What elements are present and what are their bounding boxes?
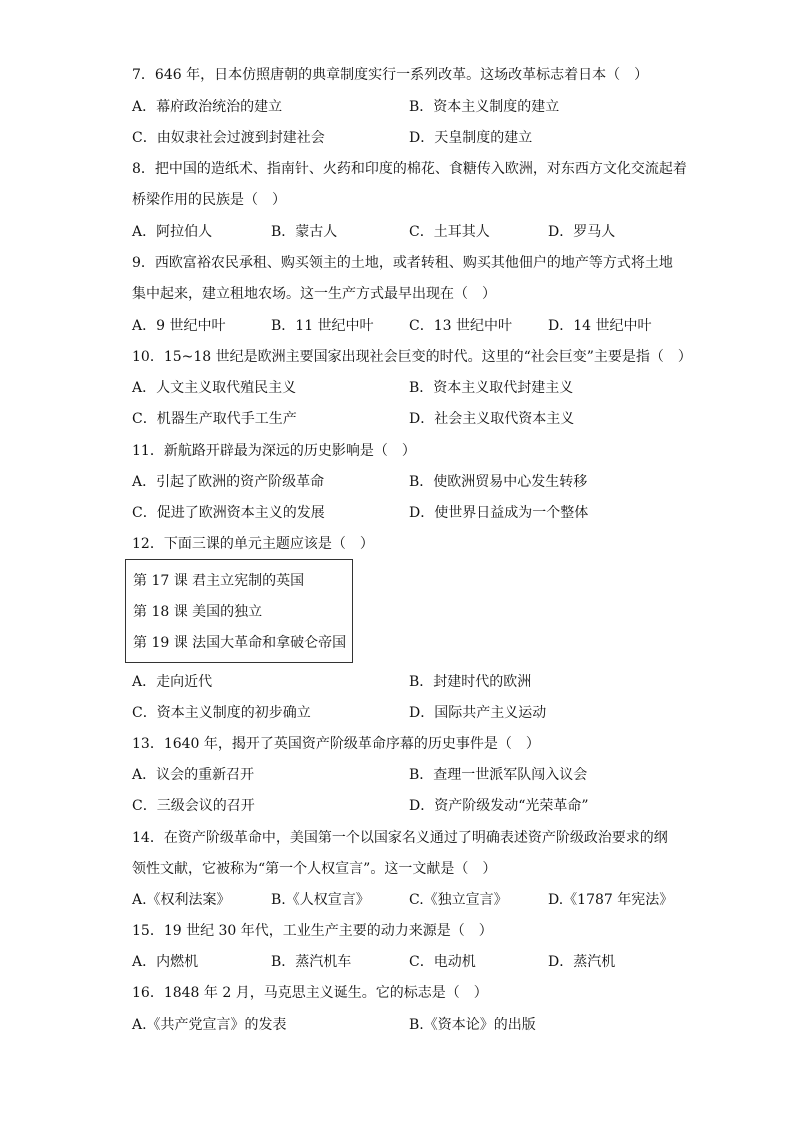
question-15-option-b: B．蒸汽机车 — [271, 954, 352, 970]
question-7-option-a: A．幕府政治统治的建立 — [132, 99, 283, 115]
question-16-option-a: A.《共产党宣言》的发表 — [132, 1017, 287, 1033]
question-7-stem: 7．646 年，日本仿照唐朝的典章制度实行一系列改革。这场改革标志着日本（ ） — [132, 67, 649, 83]
question-9-option-d: D．14 世纪中叶 — [548, 318, 652, 334]
question-13-option-b: B．查理一世派军队闯入议会 — [409, 767, 588, 783]
question-12-stem: 12．下面三课的单元主题应该是（ ） — [132, 536, 374, 552]
question-8-stem-line-1: 8．把中国的造纸术、指南针、火药和印度的棉花、食糖传入欧洲，对东西方文化交流起着 — [132, 161, 687, 177]
question-10-stem: 10．15~18 世纪是欧洲主要国家出现社会巨变的时代。这里的“社会巨变”主要是指（ ） — [132, 349, 692, 365]
lesson-18: 第 18 课 美国的独立 — [133, 604, 263, 620]
question-15-option-c: C．电动机 — [409, 954, 476, 970]
question-16-stem: 16．1848 年 2 月，马克思主义诞生。它的标志是（ ） — [132, 985, 488, 1001]
question-8-option-b: B．蒙古人 — [271, 224, 338, 240]
question-13-stem: 13．1640 年，揭开了英国资产阶级革命序幕的历史事件是（ ） — [132, 736, 540, 752]
question-13-option-d: D．资产阶级发动“光荣革命” — [409, 798, 589, 814]
question-15-option-d: D．蒸汽机 — [548, 954, 616, 970]
question-8-option-c: C．土耳其人 — [409, 224, 490, 240]
question-14-stem-line-1: 14．在资产阶级革命中，美国第一个以国家名义通过了明确表述资产阶级政治要求的纲 — [132, 830, 668, 846]
question-9-option-c: C．13 世纪中叶 — [409, 318, 512, 334]
lesson-list-box — [125, 559, 353, 663]
question-10-option-c: C．机器生产取代手工生产 — [132, 411, 297, 427]
question-7-option-d: D．天皇制度的建立 — [409, 130, 533, 146]
question-8-stem-line-2: 桥梁作用的民族是（ ） — [132, 192, 286, 208]
question-7-option-c: C．由奴隶社会过渡到封建社会 — [132, 130, 325, 146]
question-10-option-d: D．社会主义取代资本主义 — [409, 411, 575, 427]
question-9-stem-line-1: 9．西欧富裕农民承租、购买领主的土地，或者转租、购买其他佃户的地产等方式将土地 — [132, 255, 673, 271]
question-8-option-d: D．罗马人 — [548, 224, 616, 240]
question-12-option-d: D．国际共产主义运动 — [409, 705, 547, 721]
question-12-option-c: C．资本主义制度的初步确立 — [132, 705, 311, 721]
question-14-option-b: B.《人权宣言》 — [271, 892, 370, 908]
question-13-option-a: A．议会的重新召开 — [132, 767, 255, 783]
question-14-stem-line-2: 领性文献，它被称为“第一个人权宣言”。这一文献是（ ） — [132, 861, 497, 877]
question-15-option-a: A．内燃机 — [132, 954, 199, 970]
question-10-option-b: B．资本主义取代封建主义 — [409, 380, 574, 396]
question-10-option-a: A．人文主义取代殖民主义 — [132, 380, 297, 396]
question-12-option-a: A．走向近代 — [132, 674, 213, 690]
question-11-option-a: A．引起了欧洲的资产阶级革命 — [132, 474, 325, 490]
question-11-option-b: B．使欧洲贸易中心发生转移 — [409, 474, 588, 490]
lesson-17: 第 17 课 君主立宪制的英国 — [133, 573, 305, 589]
question-9-option-a: A．9 世纪中叶 — [132, 318, 226, 334]
question-13-option-c: C．三级会议的召开 — [132, 798, 255, 814]
question-14-option-d: D.《1787 年宪法》 — [548, 892, 674, 908]
question-8-option-a: A．阿拉伯人 — [132, 224, 213, 240]
question-9-stem-line-2: 集中起来，建立租地农场。这一生产方式最早出现在（ ） — [132, 286, 496, 302]
question-12-option-b: B．封建时代的欧洲 — [409, 674, 532, 690]
question-14-option-c: C.《独立宣言》 — [409, 892, 508, 908]
question-11-stem: 11．新航路开辟最为深远的历史影响是（ ） — [132, 443, 416, 459]
question-7-option-b: B．资本主义制度的建立 — [409, 99, 560, 115]
question-16-option-b: B.《资本论》的出版 — [409, 1017, 536, 1033]
question-14-option-a: A.《权利法案》 — [132, 892, 231, 908]
question-11-option-c: C．促进了欧洲资本主义的发展 — [132, 505, 325, 521]
question-15-stem: 15．19 世纪 30 年代，工业生产主要的动力来源是（ ） — [132, 923, 493, 939]
question-9-option-b: B．11 世纪中叶 — [271, 318, 374, 334]
lesson-19: 第 19 课 法国大革命和拿破仑帝国 — [133, 635, 347, 651]
question-11-option-d: D．使世界日益成为一个整体 — [409, 505, 589, 521]
